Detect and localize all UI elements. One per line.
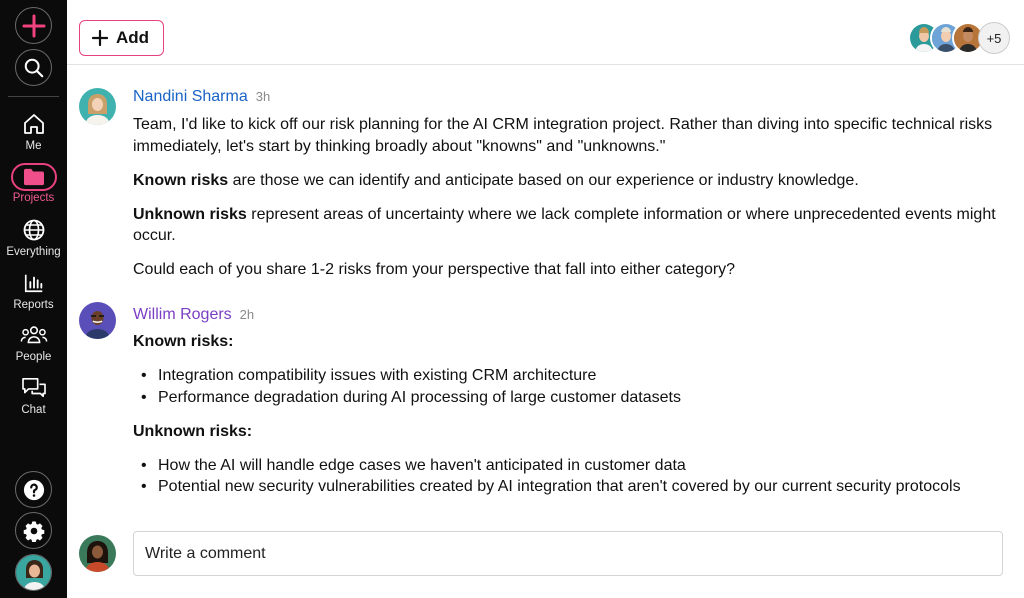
- list-item: • How the AI will handle edge cases we haven't anticipated in customer data: [133, 455, 1003, 477]
- sidebar-item-label: Chat: [21, 404, 46, 416]
- paragraph-text: represent areas of uncertainty where we lack complete information or where unprecedented events might occur.: [133, 205, 996, 244]
- sidebar-item-label: Reports: [13, 299, 54, 311]
- more-members-badge[interactable]: +5: [978, 22, 1010, 54]
- user-avatar-image: [16, 555, 52, 591]
- sidebar-item-chat[interactable]: [0, 373, 67, 416]
- unknown-risks-list: [133, 455, 1003, 498]
- message-body: [133, 331, 1003, 498]
- message-author[interactable]: [133, 88, 270, 106]
- sidebar-item-everything[interactable]: [0, 215, 67, 258]
- help-button[interactable]: [15, 471, 52, 508]
- sidebar-item-projects[interactable]: [0, 163, 67, 204]
- sidebar-item-reports[interactable]: [0, 268, 67, 311]
- message-paragraph: [133, 170, 1003, 192]
- list-heading: Unknown risks:: [133, 422, 253, 440]
- message-paragraph: Team, I'd like to kick off our risk planning for the AI CRM integration project. Rather than diving into specific technical risks immediately, let's start by thinking broadly about "knowns" and "unknowns.": [133, 116, 993, 155]
- list-item: • Performance degradation during AI processing of large customer datasets: [133, 387, 1003, 409]
- folder-icon: [23, 167, 45, 187]
- user-avatar[interactable]: [15, 554, 52, 591]
- sidebar: [0, 0, 67, 598]
- help-icon: [23, 479, 45, 501]
- gear-icon: [23, 520, 45, 542]
- message-author[interactable]: [133, 306, 254, 324]
- comment-input[interactable]: [133, 531, 1003, 576]
- sidebar-item-people[interactable]: [0, 320, 67, 363]
- sidebar-item-me[interactable]: [0, 109, 67, 152]
- add-button[interactable]: [79, 20, 164, 56]
- plus-icon: [92, 30, 108, 46]
- sidebar-item-label: Me: [25, 140, 42, 152]
- search-button[interactable]: [15, 49, 52, 86]
- list-item: • Potential new security vulnerabilities created by AI integration that aren't covered by our current security protocols: [133, 476, 1003, 498]
- message-time: 3h: [255, 89, 271, 104]
- home-icon: [22, 112, 46, 136]
- author-name[interactable]: Nandini Sharma: [133, 88, 248, 105]
- plus-icon: [22, 14, 46, 38]
- chat-icon: [21, 377, 47, 399]
- message-paragraph: [133, 204, 1003, 247]
- sidebar-item-label: Everything: [6, 246, 61, 258]
- message-paragraph: Could each of you share 1-2 risks from your perspective that fall into either category?: [133, 261, 736, 278]
- known-risks-list: [133, 365, 1003, 408]
- message-body: [133, 114, 1003, 281]
- message-time: 2h: [239, 307, 255, 322]
- sidebar-divider: [8, 96, 59, 97]
- commenter-avatar: [79, 535, 116, 572]
- top-bar: [67, 0, 1024, 65]
- list-item: • Integration compatibility issues with existing CRM architecture: [133, 365, 1003, 387]
- author-avatar: [79, 302, 116, 339]
- globe-icon: [22, 218, 46, 242]
- list-heading: Known risks:: [133, 333, 234, 350]
- author-name[interactable]: Willim Rogers: [133, 306, 232, 323]
- bar-chart-icon: [23, 272, 45, 294]
- people-icon: [20, 324, 48, 346]
- sidebar-item-label: Projects: [12, 192, 55, 204]
- bold-term: Known risks: [133, 171, 229, 189]
- search-icon: [23, 57, 45, 79]
- paragraph-text: are those we can identify and anticipate based on our experience or industry knowledge.: [228, 171, 859, 189]
- sidebar-item-label: People: [15, 351, 52, 363]
- bold-term: Unknown risks: [133, 205, 247, 223]
- member-avatars[interactable]: [908, 22, 1010, 54]
- settings-button[interactable]: [15, 512, 52, 549]
- create-button[interactable]: [15, 7, 52, 44]
- add-button-label: Add: [116, 28, 150, 47]
- author-avatar: [79, 88, 116, 125]
